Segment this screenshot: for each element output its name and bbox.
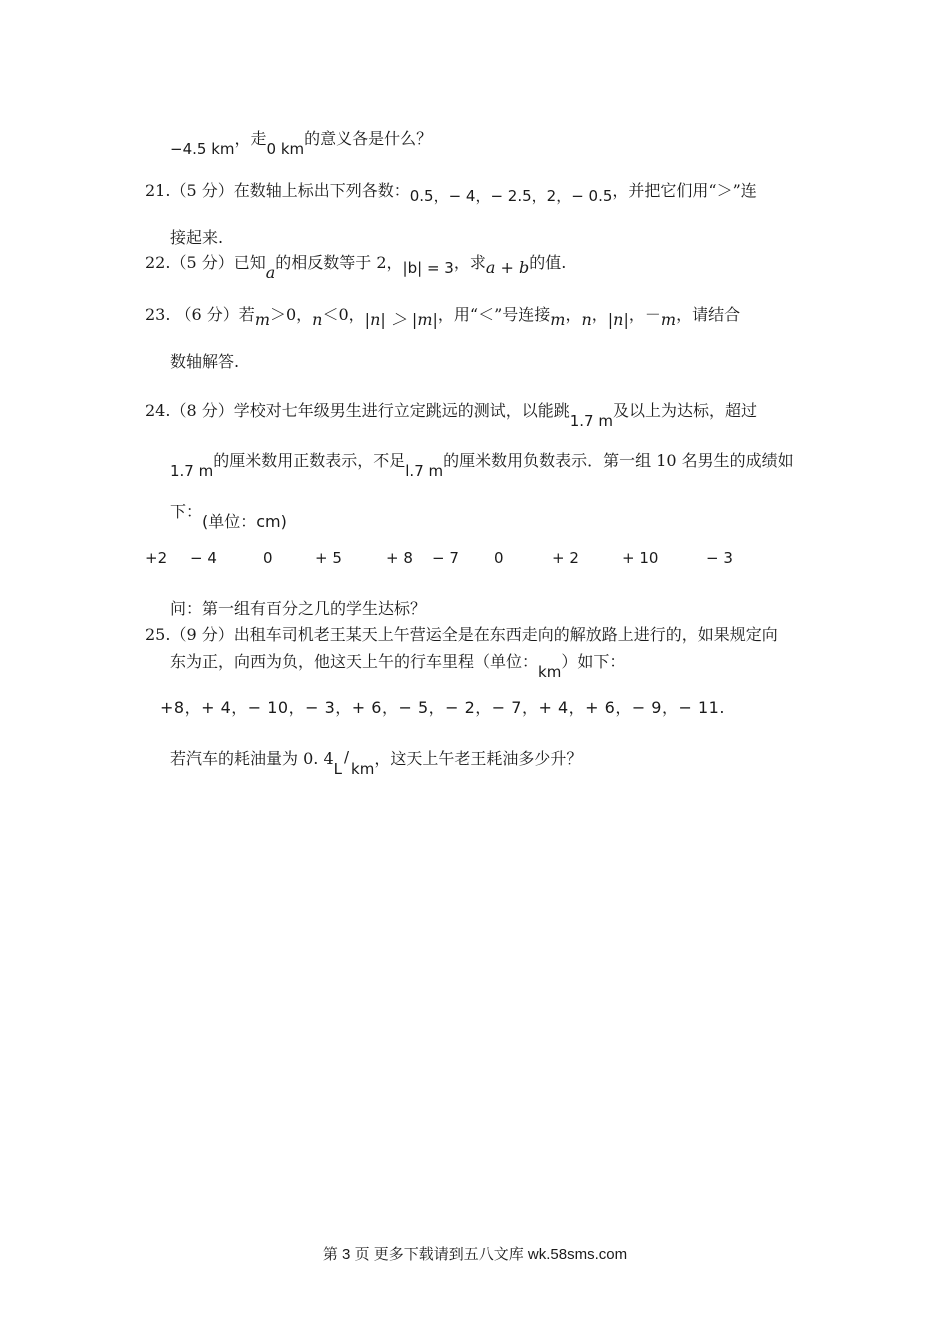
text: ，请结合 xyxy=(676,305,741,324)
score-item: + 10 xyxy=(622,549,659,567)
q24-question-text: 问：第一组有百分之几的学生达标？ xyxy=(170,599,427,618)
score-item: 0 xyxy=(263,549,273,567)
text: ， xyxy=(565,305,582,324)
math-neg-4-5-km: −4.5 km xyxy=(170,140,235,158)
math-0-km: 0 km xyxy=(266,140,305,158)
q24-text: 24.（8 分）学校对七年级男生进行立定跳远的测试，以能跳 xyxy=(145,401,570,420)
q21-text: 21.（5 分）在数轴上标出下列各数： xyxy=(145,181,410,200)
expr-a-plus-b: a + b xyxy=(485,258,530,277)
text: ，求 xyxy=(453,253,486,272)
q24-scores-row xyxy=(0,551,950,571)
unit-label: (单位：cm) xyxy=(202,512,287,531)
score-item: − 3 xyxy=(706,549,733,567)
q24-line1 xyxy=(145,401,757,430)
unit-slash: / xyxy=(343,748,350,766)
q23-cont: 数轴解答. xyxy=(170,352,240,371)
score-item: − 7 xyxy=(432,549,459,567)
q22-line xyxy=(145,253,567,282)
q21-tail: ，并把它们用“＞”连 xyxy=(612,181,757,200)
score-item: + 2 xyxy=(552,549,579,567)
q25-line4 xyxy=(170,748,583,778)
abs-n-gt-abs-m: |n| ＞ |m| xyxy=(364,310,438,329)
q22-text: 22.（5 分）已知 xyxy=(145,253,266,272)
q23-text: 23. （6 分）若 xyxy=(145,305,255,324)
q21-cont: 接起来. xyxy=(170,228,224,247)
text: ）如下： xyxy=(561,652,626,671)
q21-numbers: 0.5，− 4，− 2.5，2，− 0.5 xyxy=(409,187,613,205)
score-item: 0 xyxy=(494,549,504,567)
score-item: +2 xyxy=(145,549,168,567)
text: ，走 xyxy=(234,129,267,148)
abs-b-eq-3: |b| = 3 xyxy=(402,259,454,277)
q25-text: 25.（9 分）出租车司机老王某天上午营运全是在东西走向的解放路上进行的，如果规定向 xyxy=(145,625,778,644)
q24-line2 xyxy=(170,451,794,480)
var-n: n xyxy=(312,310,323,329)
math-1-7-m: 1.7 m xyxy=(170,462,214,480)
mileage-list: +8，+ 4，− 10，− 3，+ 6，− 5，− 2，− 7，+ 4，+ 6，− 9，− 11. xyxy=(160,698,725,717)
var-n: n xyxy=(581,310,592,329)
text: 的厘米数用负数表示．第一组 10 名男生的成绩如 xyxy=(443,451,794,470)
var-m: m xyxy=(660,310,677,329)
text: 下： xyxy=(170,502,203,521)
text: 及以上为达标，超过 xyxy=(612,401,757,420)
footer-text: 第 3 页 更多下载请到五八文库 wk.58sms.com xyxy=(322,1246,628,1263)
q24-line3 xyxy=(170,502,287,531)
score-item: + 8 xyxy=(386,549,413,567)
q23-line1 xyxy=(145,305,741,329)
q25-mileage xyxy=(160,700,725,716)
math-1-7-m: 1.7 m xyxy=(569,412,613,430)
unit-km: km xyxy=(351,760,375,778)
text: ，用“＜”号连接 xyxy=(437,305,551,324)
unit-l: L xyxy=(333,760,342,778)
text: 东为正，向西为负，他这天上午的行车里程（单位： xyxy=(170,652,539,671)
text: ，这天上午老王耗油多少升？ xyxy=(374,749,583,768)
text: ＞0， xyxy=(269,305,313,324)
text: 的值. xyxy=(529,253,567,272)
text: 若汽车的耗油量为 0. 4 xyxy=(170,749,334,768)
var-m: m xyxy=(254,310,270,329)
text: ， xyxy=(591,305,608,324)
q20-tail-line xyxy=(170,129,433,158)
q21-line1 xyxy=(145,181,757,205)
q25-line1 xyxy=(145,627,778,643)
text: ＜0， xyxy=(322,305,365,324)
abs-n: |n| xyxy=(607,310,629,329)
text: 的意义各是什么？ xyxy=(304,129,433,148)
math-1-7-m: l.7 m xyxy=(405,462,444,480)
score-item: + 5 xyxy=(315,549,342,567)
text: 的厘米数用正数表示，不足 xyxy=(213,451,406,470)
q25-line2 xyxy=(170,652,626,681)
text: ，－ xyxy=(628,305,661,324)
text: 的相反数等于 2， xyxy=(275,253,403,272)
score-item: − 4 xyxy=(190,549,217,567)
var-m: m xyxy=(550,310,566,329)
page-footer xyxy=(0,1247,950,1262)
q24-question xyxy=(170,601,426,617)
q21-line2 xyxy=(170,230,223,246)
var-a: a xyxy=(265,263,276,282)
unit-km: km xyxy=(538,663,562,681)
q23-line2 xyxy=(170,354,239,370)
